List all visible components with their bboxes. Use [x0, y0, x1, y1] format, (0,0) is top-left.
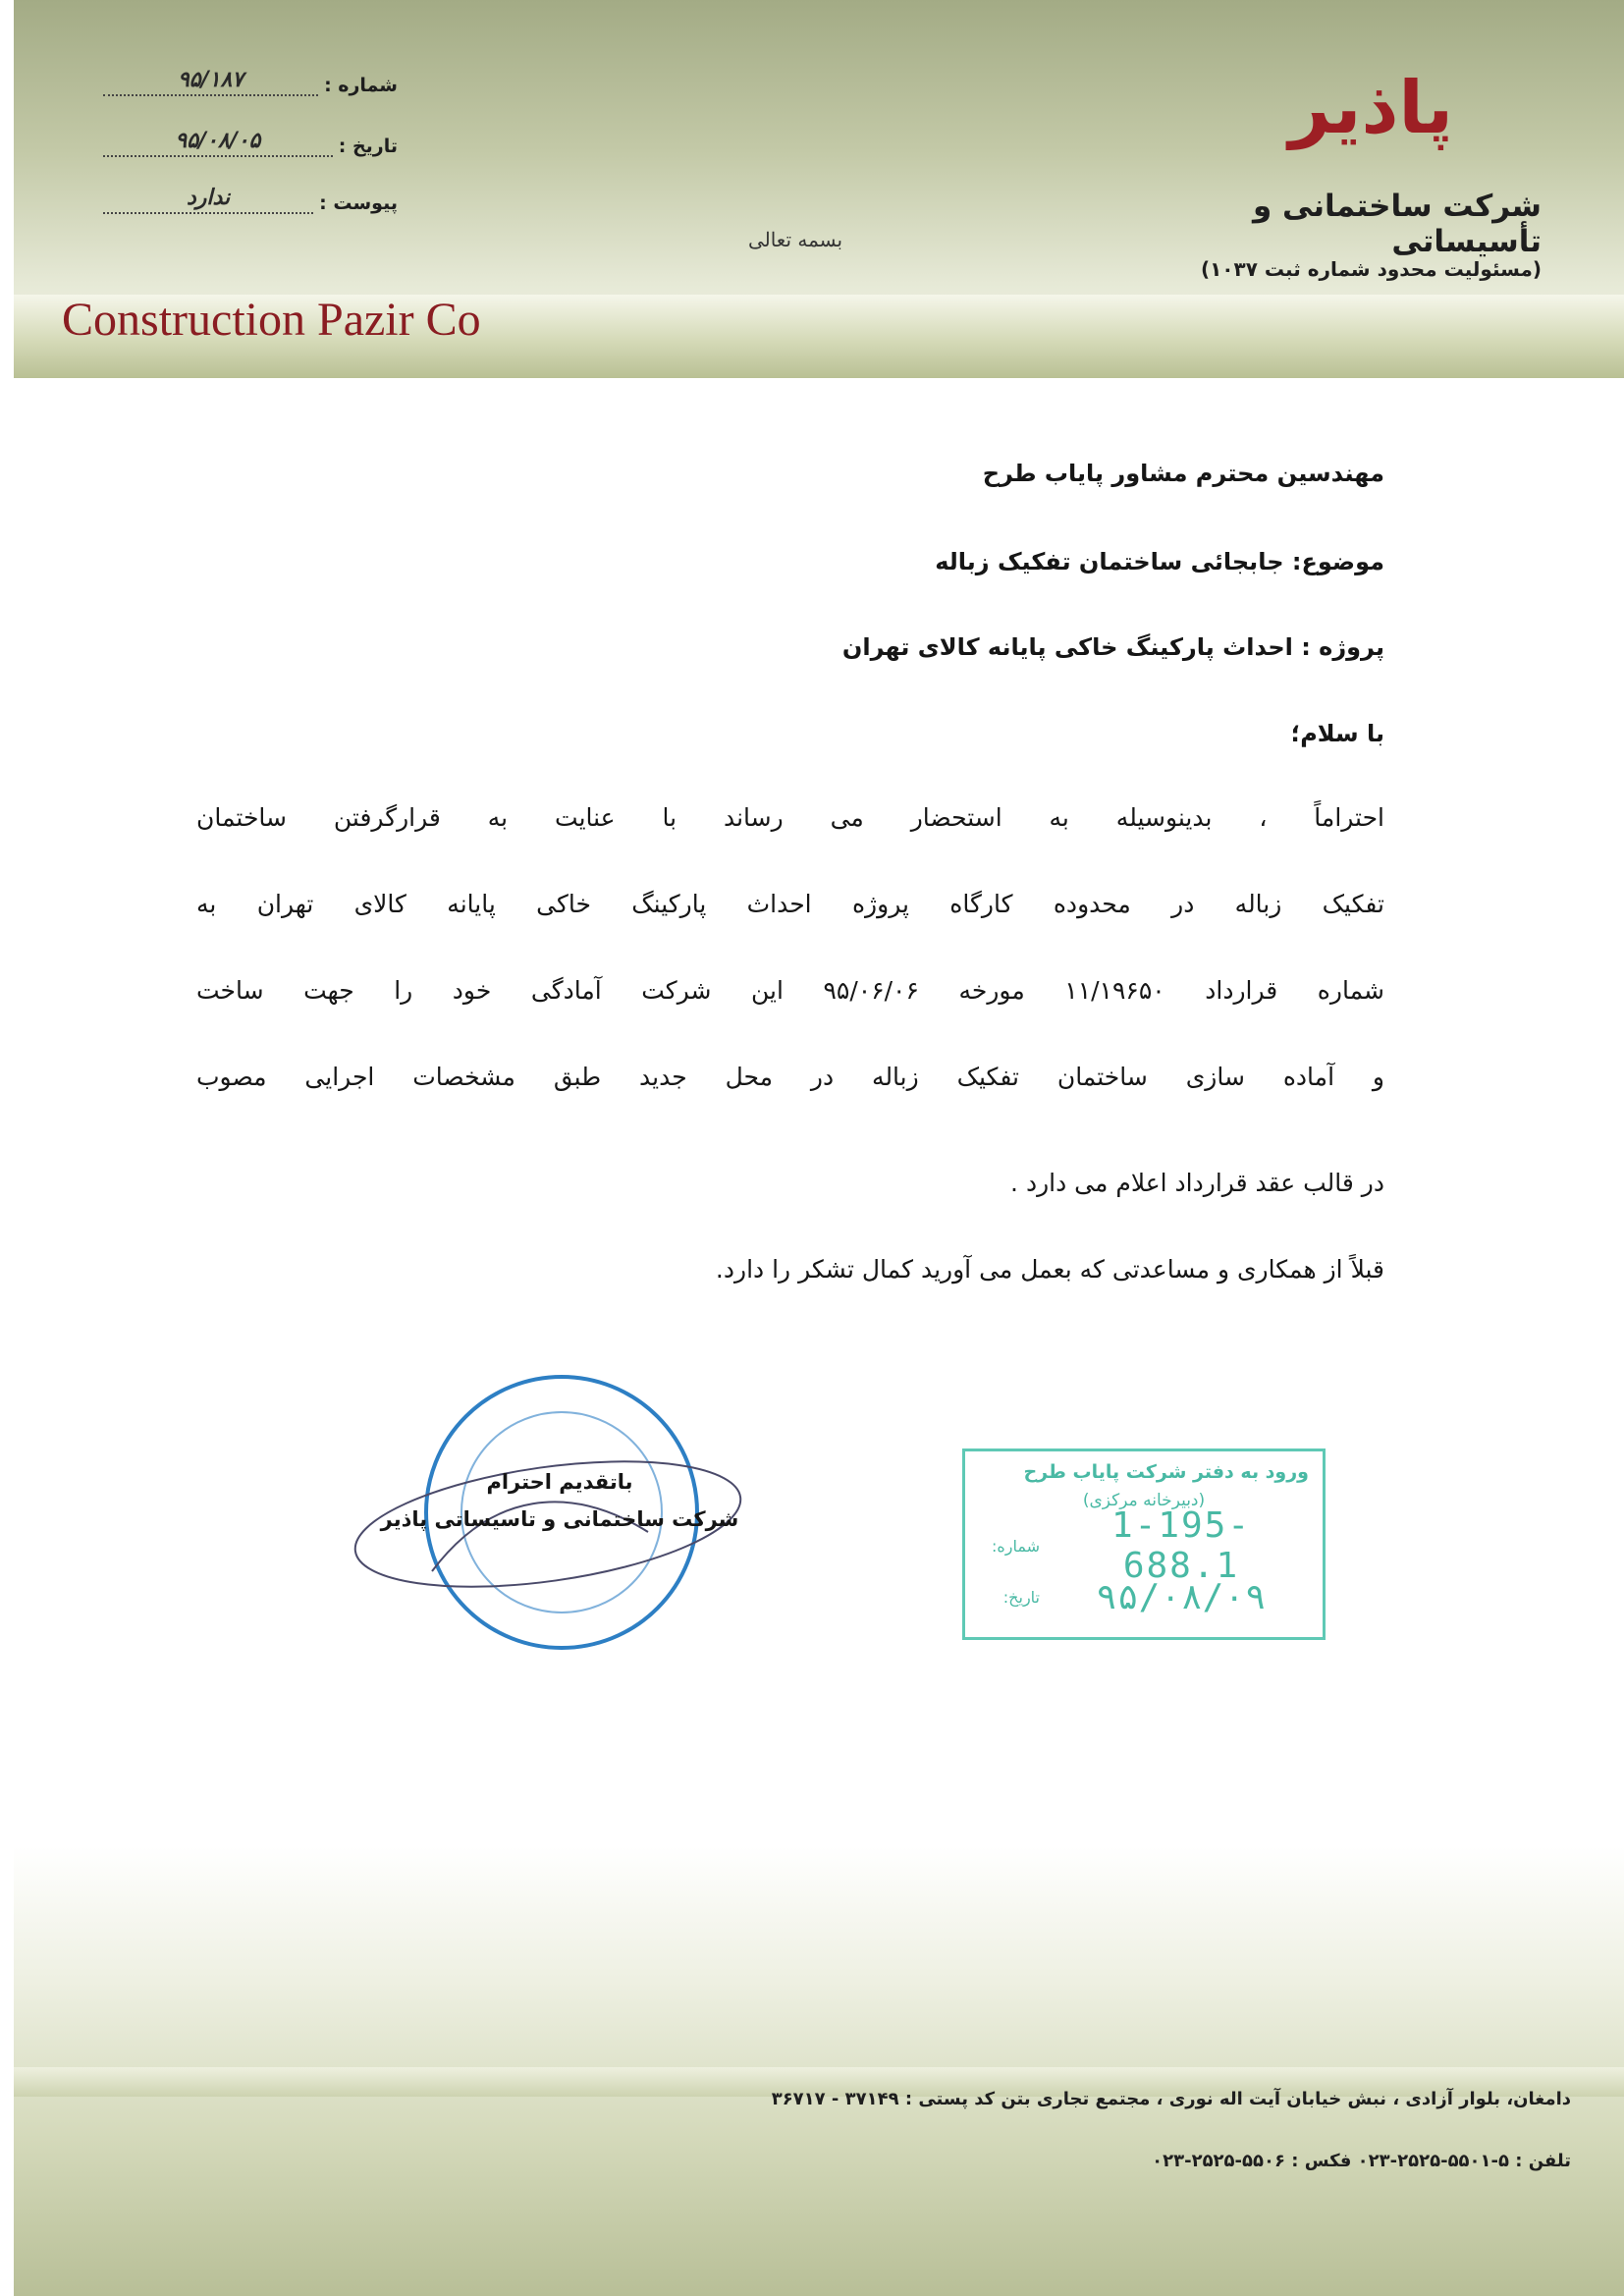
received-stamp-number-value: 1-195-688.1 [1110, 1505, 1252, 1586]
footer-phone: تلفن : ۵-۵۵۰۱-۲۵۲۵-۰۲۳ فکس : ۵۵۰۶-۲۵۲۵-۰۲۳ [1152, 2151, 1571, 2171]
letter-number-label: شماره : [324, 75, 398, 96]
letter-subject: موضوع: جابجائی ساختمان تفکیک زباله [935, 548, 1384, 575]
letter-attachment-row [103, 175, 398, 214]
letter-greeting: با سلام؛ [1290, 720, 1384, 747]
received-stamp-date-label: تاریخ: [1002, 1587, 1040, 1607]
letter-recipient: مهندسین محترم مشاور پایاب طرح [982, 460, 1384, 487]
letter-body-line: احتراماً ، بدینوسیله به استحضار می رساند با عنایت به قرارگرفتن ساختمان [196, 803, 1384, 832]
company-name-fa: شرکت ساختمانی و تأسیساتی [1252, 189, 1542, 259]
letter-attachment-label: پیوست : [319, 192, 398, 214]
received-stamp-subtitle: (دبیرخانه مرکزی) [1082, 1491, 1206, 1510]
received-stamp-title: ورود به دفتر شرکت پایاب طرح [1023, 1461, 1309, 1483]
company-name-en: Construction Pazir Co [62, 294, 481, 346]
company-registration: (مسئولیت محدود شماره ثبت ۱۰۳۷) [1200, 257, 1542, 281]
letter-attachment-value: ندارد [103, 186, 313, 214]
letter-date-value: ۹۵/۰۸/۰۵ [103, 129, 333, 157]
signature-company: شرکت ساختمانی و تاسیساتی پاذیر [380, 1507, 739, 1531]
letter-date-label: تاریخ : [338, 136, 398, 157]
letter-body-line: در قالب عقد قرارداد اعلام می دارد . [1010, 1169, 1384, 1197]
letter-date-row [103, 118, 398, 157]
letter-closing: قبلاً از همکاری و مساعدتی که بعمل می آورید کمال تشکر را دارد. [715, 1255, 1384, 1284]
received-stamp-number-row [979, 1505, 1309, 1586]
footer-address: دامغان، بلوار آزادی ، نبش خیابان آیت اله نوری ، مجتمع تجاری بتن کد پستی : ۳۷۱۴۹ - ۳۶۷۱۷ [771, 2089, 1571, 2109]
letter-body-line: شماره قرارداد ۱۱/۱۹۶۵۰ مورخه ۹۵/۰۶/۰۶ این شرکت آمادگی خود را جهت ساخت [196, 976, 1384, 1005]
signature-block [373, 1463, 746, 1561]
signature-regards: باتقدیم احترام [486, 1470, 633, 1494]
letter-number-value: ۹۵/۱۸۷ [103, 68, 318, 96]
company-logo: پاذیر [1288, 66, 1453, 150]
letter-body-line: تفکیک زباله در محدوده کارگاه پروژه احداث پارکینگ خاکی پایانه کالای تهران به [196, 890, 1384, 918]
received-stamp [962, 1449, 1326, 1640]
letter-body-line: و آماده سازی ساختمان تفکیک زباله در محل جدید طبق مشخصات اجرایی مصوب [196, 1063, 1384, 1091]
received-stamp-date-value: ۹۵/۰۸/۰۹ [1096, 1576, 1267, 1617]
received-stamp-date-row [979, 1571, 1309, 1622]
letter-project: پروژه : احداث پارکینگ خاکی پایانه کالای تهران [841, 633, 1384, 661]
received-stamp-number-label: شماره: [991, 1536, 1040, 1556]
invocation: بسمه تعالی [747, 228, 843, 251]
letter-number-row [103, 57, 398, 96]
